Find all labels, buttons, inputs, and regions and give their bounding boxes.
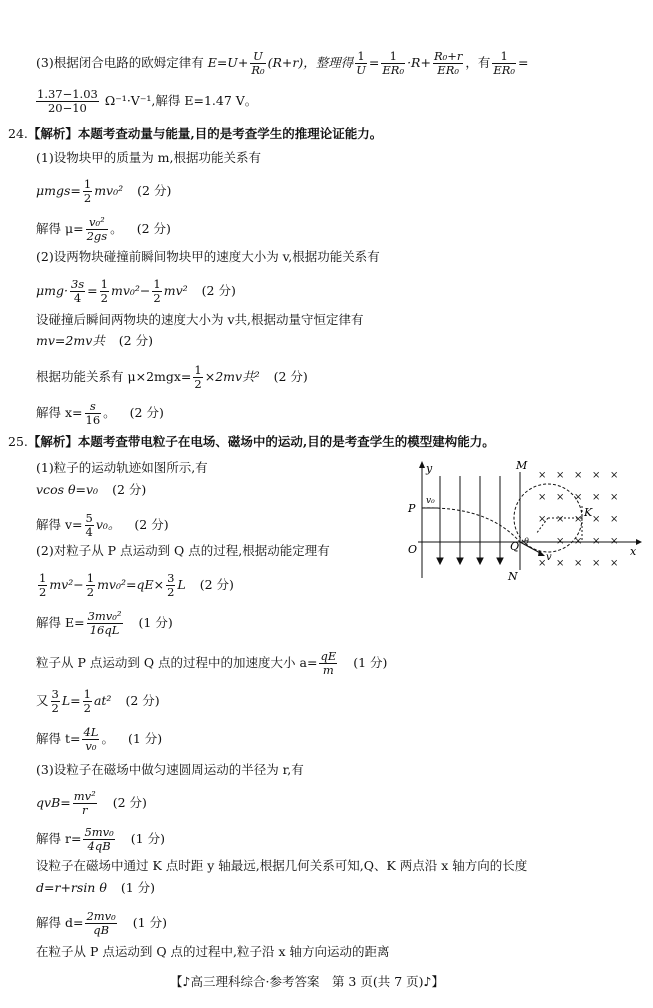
- q25-p5: 在粒子从 P 点运动到 Q 点的过程中,粒子沿 x 轴方向运动的距离: [36, 944, 390, 959]
- q24-p3: 设碰撞后瞬间两物块的速度大小为 v共,根据动量守恒定律有: [36, 312, 364, 327]
- q25-eq4: 解得 E= $\frac{\text{3mv₀²}}{16qL}$ (1 分): [36, 609, 173, 637]
- q25-eq8: qvB= $\frac{\text{mv²}}{r}$ (2 分): [36, 789, 147, 817]
- fraction: $\frac{3}{2}$: [51, 687, 59, 715]
- fraction: $\frac{1}{2}$: [194, 363, 202, 391]
- score: (2 分): [129, 405, 164, 420]
- q23-part3-line2: $\frac{1.37-1.03}{20-10}$ Ω⁻¹·V⁻¹,解得 E=1.47 V。: [37, 87, 258, 115]
- fraction: $\frac{1}{2}$: [83, 687, 91, 715]
- label-p: P: [408, 502, 416, 515]
- cross-mark: ×: [610, 470, 619, 481]
- q25-header: 25.【解析】本题考查带电粒子在电场、磁场中的运动,目的是考查学生的模型建构能力。: [8, 434, 495, 449]
- x-axis-arrow-icon: [636, 539, 642, 545]
- y-axis-arrow-icon: [419, 461, 425, 468]
- q25-p1: (1)粒子的运动轨迹如图所示,有: [36, 460, 208, 475]
- score: (1 分): [353, 655, 388, 670]
- score: (2 分): [112, 795, 147, 810]
- q23-part3-line1: (3)根据闭合电路的欧姆定律有 E=U+ $\frac{U}{\text{R₀}}$ (R+r)，整理得 $\frac{1}{U}$ = $\frac{1}{\text{ER₀}}$ ·R+ $\frac{\text{R₀+r}}{\text{ER₀}}$ ，有 $\frac{1}{\text{ER₀}}$ =: [36, 49, 529, 77]
- cross-mark: ×: [592, 536, 601, 547]
- label-x: x: [630, 545, 637, 558]
- q24-eq4: mv=2mv共 (2 分): [36, 333, 153, 348]
- fraction: $\frac{U}{\text{R₀}}$: [251, 49, 265, 77]
- cross-mark: ×: [592, 470, 601, 481]
- label-k: K: [584, 506, 593, 519]
- fraction: $\frac{qE}{m}$: [320, 649, 337, 677]
- q25-eq1: vcos θ=v₀ (2 分): [36, 482, 147, 497]
- electric-field-lines: [437, 476, 503, 564]
- score: (2 分): [112, 482, 147, 497]
- cross-mark: ×: [538, 558, 547, 569]
- cross-mark: ×: [574, 558, 583, 569]
- trajectory-p-to-q: [422, 508, 520, 542]
- fraction: $\frac{3}{2}$: [167, 571, 175, 599]
- fraction: $\frac{\text{2mv₀}}{qB}$: [86, 909, 116, 937]
- q25-p4: 设粒子在磁场中通过 K 点时距 y 轴最远,根据几何关系可知,Q、K 两点沿 x 轴方向的长度: [36, 858, 528, 873]
- fraction: $\frac{1}{2}$: [83, 177, 92, 205]
- q25-eq2: 解得 v= $\frac{5}{4}$ v₀。 (2 分): [36, 511, 169, 539]
- fraction: $\frac{3s}{4}$: [70, 277, 85, 305]
- score: (2 分): [137, 183, 172, 198]
- label-v0: v₀: [426, 496, 435, 506]
- label-theta: θ: [524, 537, 529, 546]
- cross-mark: ×: [556, 536, 565, 547]
- label-n: N: [508, 570, 518, 583]
- score: (1 分): [120, 880, 156, 895]
- cross-mark: ×: [610, 558, 619, 569]
- score: (2 分): [125, 693, 160, 708]
- fraction: $\frac{4L}{\text{v₀}}$: [83, 725, 99, 753]
- score: (2 分): [118, 333, 153, 348]
- cross-mark: ×: [538, 492, 547, 503]
- score: (2 分): [199, 577, 234, 592]
- q25-eq11: 解得 d= $\frac{\text{2mv₀}}{qB}$ (1 分): [36, 909, 167, 937]
- cross-mark: ×: [556, 470, 565, 481]
- label-y: y: [426, 462, 433, 475]
- label-q: Q: [510, 540, 520, 553]
- cross-mark: ×: [556, 558, 565, 569]
- score: (2 分): [134, 517, 169, 532]
- fraction: $\frac{\text{5mv₀}}{4qB}$: [84, 825, 114, 853]
- score: (1 分): [127, 731, 163, 746]
- fraction: $\frac{1}{2}$: [100, 277, 108, 305]
- cross-mark: ×: [556, 514, 565, 525]
- cross-mark: ×: [538, 514, 547, 525]
- fraction: $\frac{1}{\text{ER₀}}$: [493, 49, 516, 77]
- score: (2 分): [273, 369, 308, 384]
- cross-mark: ×: [538, 470, 547, 481]
- q25-eq6: 又 $\frac{3}{2}$ L= $\frac{1}{2}$ at² (2 分): [36, 687, 160, 715]
- score: (2 分): [136, 221, 171, 236]
- q24-eq6: 解得 x= $\frac{s}{16}$ 。 (2 分): [36, 399, 164, 427]
- score: (2 分): [201, 283, 236, 298]
- q24-header: 24.【解析】本题考查动量与能量,目的是考查学生的推理论证能力。: [8, 126, 383, 141]
- q25-eq5: 粒子从 P 点运动到 Q 点的过程中的加速度大小 a= $\frac{qE}{m}$ (1 分): [36, 649, 388, 677]
- score: (1 分): [130, 831, 165, 846]
- cross-mark: ×: [574, 470, 583, 481]
- cross-mark: ×: [610, 514, 619, 525]
- q25-p3: (3)设粒子在磁场中做匀速圆周运动的半径为 r,有: [36, 762, 304, 777]
- q25-eq9: 解得 r= $\frac{\text{5mv₀}}{4qB}$ (1 分): [36, 825, 165, 853]
- q24-eq1: μmgs= $\frac{1}{2}$ mv₀² (2 分): [36, 177, 172, 205]
- cross-mark: ×: [592, 492, 601, 503]
- fraction: $\frac{1.37-1.03}{20-10}$: [37, 87, 98, 115]
- fraction: $\frac{s}{16}$: [85, 399, 101, 427]
- v-arrow-icon: [538, 550, 545, 556]
- fraction: $\frac{1}{2}$: [86, 571, 95, 599]
- q25-eq7: 解得 t= $\frac{4L}{\text{v₀}}$ 。 (1 分): [36, 725, 163, 753]
- q24-p2: (2)设两物块碰撞前瞬间物块甲的速度大小为 v,根据功能关系有: [36, 249, 380, 264]
- q24-eq3: μmg· $\frac{3s}{4}$ = $\frac{1}{2}$ mv₀²− $\frac{1}{2}$ mv² (2 分): [36, 277, 236, 305]
- label-m: M: [516, 459, 528, 472]
- cross-mark: ×: [556, 492, 565, 503]
- cross-mark: ×: [574, 514, 583, 525]
- fraction: $\frac{1}{\text{ER₀}}$: [382, 49, 405, 77]
- score: (1 分): [138, 615, 173, 630]
- fraction: $\frac{\text{v₀²}}{2gs}$: [86, 215, 108, 243]
- trajectory-figure: [398, 458, 644, 586]
- score: (1 分): [132, 915, 167, 930]
- cross-mark: ×: [592, 514, 601, 525]
- q24-p1: (1)设物块甲的质量为 m,根据功能关系有: [36, 150, 262, 165]
- fraction: $\frac{\text{mv²}}{r}$: [73, 789, 96, 817]
- q24-eq2: 解得 μ= $\frac{\text{v₀²}}{2gs}$ 。 (2 分): [36, 215, 171, 243]
- page-footer: 【♪高三理科综合·参考答案 第 3 页(共 7 页)♪】: [170, 974, 444, 989]
- fraction: $\frac{1}{2}$: [153, 277, 161, 305]
- cross-mark: ×: [574, 536, 583, 547]
- fraction: $\frac{1}{2}$: [39, 571, 47, 599]
- q25-p2: (2)对粒子从 P 点运动到 Q 点的过程,根据动能定理有: [36, 543, 330, 558]
- fraction: $\frac{\text{R₀+r}}{\text{ER₀}}$: [433, 49, 463, 77]
- cross-mark: ×: [610, 536, 619, 547]
- cross-mark: ×: [610, 492, 619, 503]
- fraction: $\frac{5}{4}$: [85, 511, 93, 539]
- fraction: $\frac{1}{U}$: [356, 49, 366, 77]
- fraction: $\frac{\text{3mv₀²}}{16qL}$: [87, 609, 122, 637]
- label-v: v: [546, 552, 552, 563]
- q25-eq10: d=r+rsin θ (1 分): [36, 880, 156, 895]
- q25-eq3: $\frac{1}{2}$ mv²− $\frac{1}{2}$ mv₀²=qE× $\frac{3}{2}$ L (2 分): [39, 571, 234, 599]
- label-o: O: [408, 543, 418, 556]
- cross-mark: ×: [574, 492, 583, 503]
- q24-eq5: 根据功能关系有 μ×2mgx= $\frac{1}{2}$ ×2mv共² (2 分): [36, 363, 308, 391]
- cross-mark: ×: [592, 558, 601, 569]
